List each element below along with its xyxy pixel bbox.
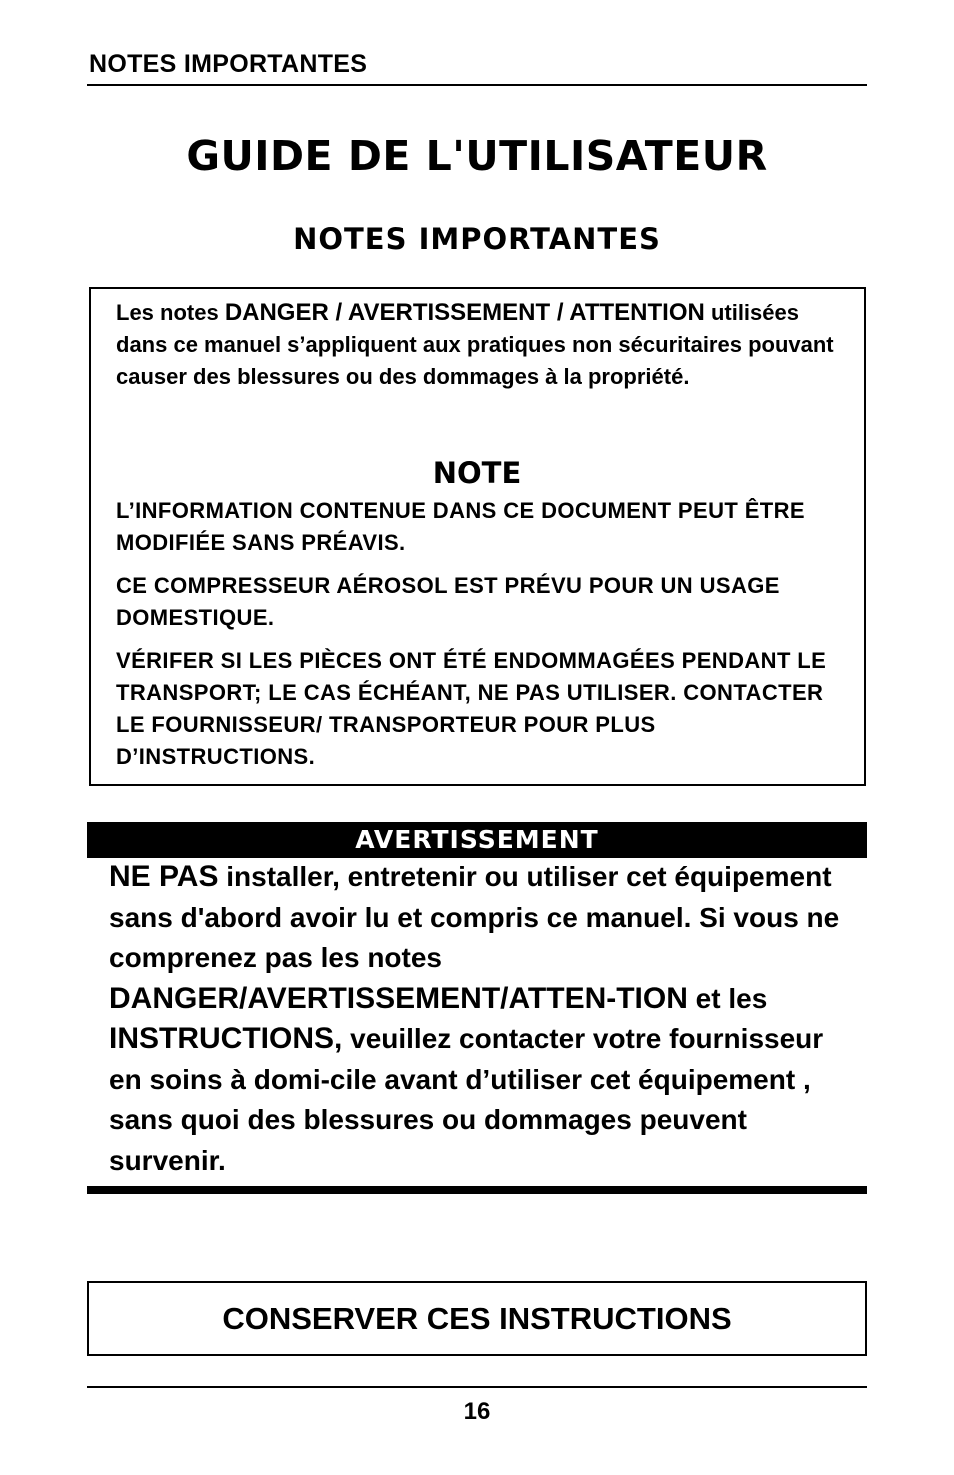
warning-danger-label: DANGER/AVERTISSEMENT/ATTEN-TION xyxy=(109,981,688,1015)
warning-text-part-6: veuillez contacter votre fournisseur en soins à domi-cile avant d’utiliser cet équipement , sans quoi des blessures ou dommages peuvent survenir. xyxy=(109,1023,824,1176)
note-paragraph-info: L’INFORMATION CONTENUE DANS CE DOCUMENT PEUT ÊTRE MODIFIÉE SANS PRÉAVIS. xyxy=(116,498,805,555)
notes-intro-prefix: Les notes xyxy=(116,300,225,325)
header-section-label: NOTES IMPORTANTES xyxy=(89,50,368,78)
keep-instructions-box: CONSERVER CES INSTRUCTIONS xyxy=(87,1281,867,1356)
notes-intro-rest: utilisées dans ce manuel s’appliquent aux pratiques non sécuritaires pouvant causer des blessures ou des dommages à la propriété. xyxy=(116,300,834,389)
warning-text xyxy=(109,857,854,1181)
note-paragraph-inspection: VÉRIFER SI LES PIÈCES ONT ÉTÉ ENDOMMAGÉES PENDANT LE TRANSPORT; LE CAS ÉCHÉANT, NE PAS UTILISER. CONTACTER LE FOURNISSEUR/ TRANSPORTEUR POUR PLUS D’INSTRUCTIONS. xyxy=(116,648,827,769)
warning-instructions-label: INSTRUCTIONS, xyxy=(109,1022,343,1055)
notes-intro-emphasis: DANGER / AVERTISSEMENT / ATTENTION xyxy=(224,299,705,326)
page-number: 16 xyxy=(463,1398,491,1425)
notes-intro xyxy=(116,297,846,393)
warning-text-part-2: installer, entretenir ou utiliser cet équipement sans d'abord avoir lu et compris ce manuel. Si vous ne comprenez pas les notes xyxy=(109,861,840,973)
note-paragraph-usage: CE COMPRESSEUR AÉROSOL EST PRÉVU POUR UN USAGE DOMESTIQUE. xyxy=(116,573,780,630)
page-title: GUIDE DE L'UTILISATEUR xyxy=(186,132,768,180)
note-heading: NOTE xyxy=(432,456,522,490)
footer-rule xyxy=(87,1386,867,1388)
warning-ne-pas: NE PAS xyxy=(109,860,219,893)
header-rule xyxy=(87,84,867,86)
warning-text-part-4: et les xyxy=(687,982,768,1014)
warning-heading-bar: AVERTISSEMENT xyxy=(87,822,867,858)
warning-bottom-rule xyxy=(87,1186,867,1194)
page-subtitle: NOTES IMPORTANTES xyxy=(293,222,661,256)
